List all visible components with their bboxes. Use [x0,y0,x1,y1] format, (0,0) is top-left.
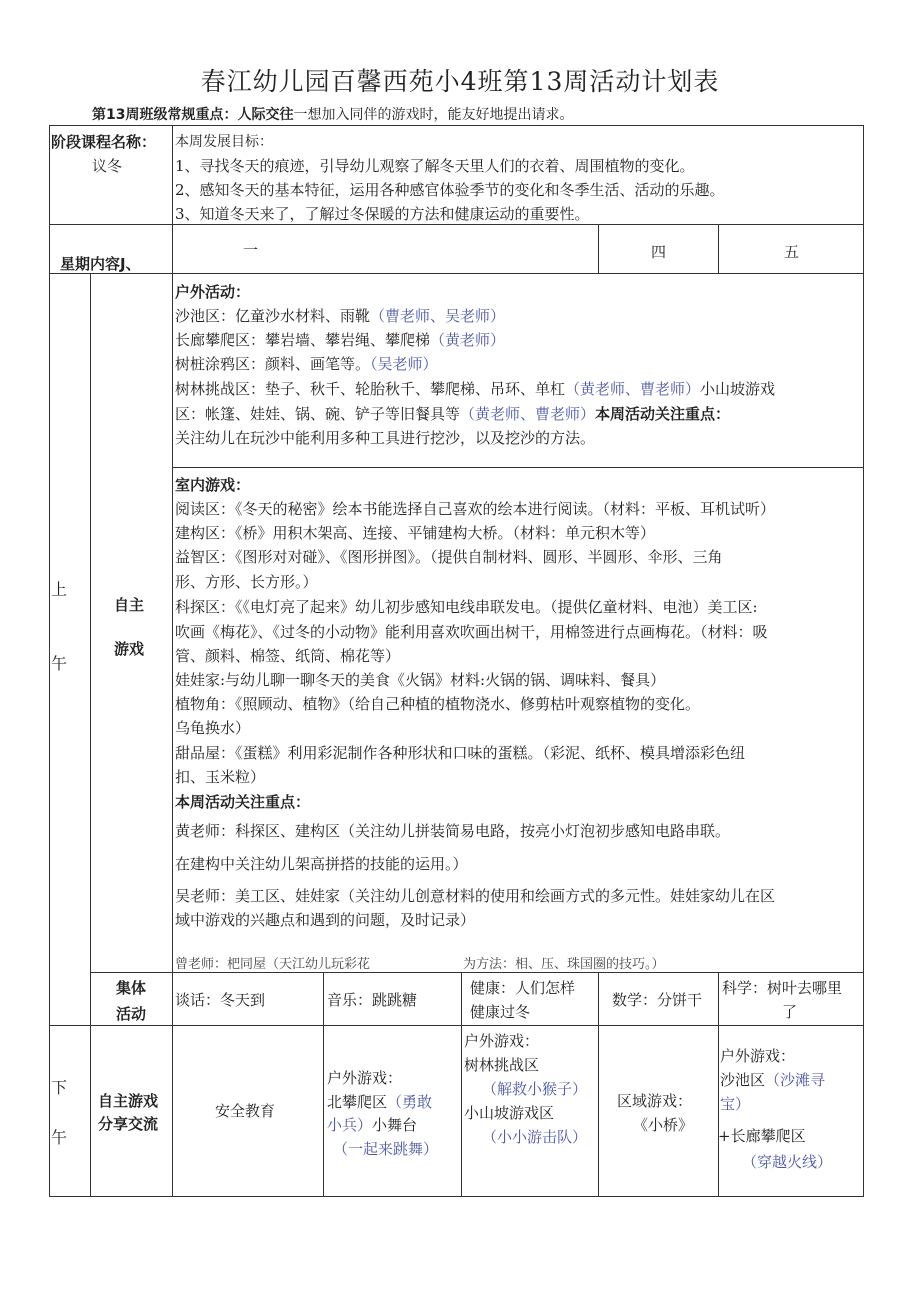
indoor-line: 娃娃家:与幼儿聊一聊冬天的美食《火锅》材料:火锅的锅、调味料、餐具） [175,671,666,689]
weekly-focus [92,104,573,124]
afternoon-thu-line: 区域游戏： [617,1092,693,1110]
afternoon-fri-line: （穿越火线） [742,1153,833,1171]
afternoon-sub-1: 自主游戏 [98,1092,159,1110]
indoor-line: 科探区：《《电灯亮了起来》幼儿初步感知电线串联发电。（提供亿童材料、电池）美工区: [175,598,758,616]
indoor-focus-huang-1: 黄老师：科探区、建构区（关注幼儿拼装简易电路，按亮小灯泡初步感知电路串联。 [175,822,731,840]
afternoon-label-top: 下 [51,1078,68,1097]
outdoor-focus-text: 关注幼儿在玩沙中能利用多种工具进行挖沙，以及挖沙的方法。 [175,429,596,447]
afternoon-fri-line: 沙池区（沙滩寻 [720,1071,826,1089]
indoor-line: 建构区：《桥》用积木架高、连接、平铺建构大桥。（材料：单元积木等） [175,524,656,542]
indoor-line: 植物角：《照顾动、植物》（给自己种植的植物浇水、修剪枯叶观察植物的变化。 [175,695,701,713]
group-mon: 谈话：冬天到 [175,991,266,1009]
teacher-tag: （曹老师、吴老师） [370,307,506,325]
goals-title: 本周发展目标： [175,134,273,150]
afternoon-tue-line: （一起来跳舞） [333,1140,439,1158]
group-fri-2: 了 [782,1003,798,1021]
outdoor-corridor: 长廊攀爬区：攀岩墙、攀岩绳、攀爬梯（黄老师） [175,331,506,349]
indoor-focus-zeng-a: 曾老师：杷同屋（天江幼儿玩彩花 [175,957,371,972]
indoor-line: 甜品屋：《蛋糕》利用彩泥制作各种形状和口味的蛋糕。（彩泥、纸杯、模具增添彩色纽 [175,744,746,762]
day-header-thu: 四 [651,243,667,261]
day-header-mon: 一 [243,241,259,259]
afternoon-wed-line: 树林挑战区 [464,1056,540,1074]
group-wed-2: 健康过冬 [470,1003,531,1021]
afternoon-sub-2: 分享交流 [98,1115,159,1133]
indoor-line: 形、方形、长方形。） [175,573,318,591]
group-label-2: 活动 [116,1005,147,1023]
outdoor-sand: 沙池区：亿童沙水材料、雨靴（曹老师、吴老师） [175,307,506,325]
outdoor-hill: 区：帐篷、娃娃、锅、碗、铲子等旧餐具等（黄老师、曹老师）本周活动关注重点： [175,405,731,423]
self-play-label-2: 游戏 [114,640,145,658]
group-tue: 音乐：跳跳糖 [327,991,418,1009]
indoor-line: 乌龟换水） [175,719,251,737]
afternoon-tue-line: 户外游戏： [327,1069,403,1087]
weekly-focus-label: 第13周班级常规重点： [92,107,238,123]
afternoon-fri-line: +长廊攀爬区 [718,1127,806,1145]
outdoor-forest: 树林挑战区：垫子、秋千、轮胎秋千、攀爬梯、吊环、单杠（黄老师、曹老师）小山坡游戏 [175,380,776,398]
group-fri-1: 科学：树叶去哪里 [722,979,843,997]
morning-label-top: 上 [51,580,68,599]
indoor-focus-label: 本周活动关注重点： [175,793,311,811]
goal-item: 2、感知冬天的基本特征，运用各种感官体验季节的变化和冬季生活、活动的乐趣。 [175,181,725,199]
afternoon-fri-line: 宝） [720,1095,751,1113]
page-title: 春江幼儿园百馨西苑小4班第13周活动计划表 [200,67,720,96]
goal-item: 3、知道冬天来了，了解过冬保暖的方法和健康运动的重要性。 [175,205,590,223]
indoor-line: 管、颜料、棉签、纸筒、棉花等） [175,647,401,665]
afternoon-label-bottom: 午 [51,1128,68,1147]
afternoon-wed-line: （解救小猴子） [482,1080,588,1098]
course-label: 阶段课程名称： [51,133,157,151]
course-name: 议冬 [92,157,123,175]
afternoon-tue-line: 小兵）小舞台 [327,1116,418,1134]
group-thu: 数学：分饼干 [612,991,703,1009]
afternoon-wed-line: （小小游击队） [482,1128,588,1146]
weekday-header-label: 星期内容J、 [60,255,141,273]
indoor-focus-zeng-b: 为方法：相、压、珠国圈的技巧。） [463,957,665,972]
afternoon-mon: 安全教育 [215,1102,276,1120]
morning-label-bottom: 午 [51,654,68,673]
teacher-tag: （黄老师、曹老师） [460,405,596,423]
weekly-focus-topic: 人际交往 [237,107,294,123]
afternoon-wed-line: 小山坡游戏区 [464,1104,555,1122]
teacher-tag: （黄老师） [430,331,506,349]
weekly-focus-text: 一想加入同伴的游戏时，能友好地提出请求。 [293,107,574,123]
goal-item: 1、寻找冬天的痕迹，引导幼儿观察了解冬天里人们的衣着、周围植物的变化。 [175,157,695,175]
outdoor-stump: 树桩涂鸦区：颜料、画笔等。（吴老师） [175,355,438,373]
indoor-focus-wu-2: 域中游戏的兴趣点和遇到的问题，及时记录） [175,911,476,929]
indoor-focus-wu-1: 吴老师：美工区、娃娃家（关注幼儿创意材料的使用和绘画方式的多元性。娃娃家幼儿在区 [175,887,776,905]
day-header-fri: 五 [784,243,800,261]
self-play-label-1: 自主 [114,596,145,614]
teacher-tag: （黄老师、曹老师） [565,380,701,398]
teacher-tag: （吴老师） [370,355,438,373]
indoor-title: 室内游戏： [175,476,251,494]
indoor-line: 益智区：《图形对对碰》、《图形拼图》。（提供自制材料、圆形、半圆形、伞形、三角 [175,548,723,566]
indoor-line: 阅读区：《冬天的秘密》绘本书能选择自己喜欢的绘本进行阅读。（材料：平板、耳机试听） [175,500,776,518]
group-label-1: 集体 [116,979,147,997]
group-wed-1: 健康：人们怎样 [470,979,576,997]
afternoon-thu-line: 《小桥》 [633,1116,694,1134]
afternoon-tue-line: 北攀爬区（勇敢 [327,1093,433,1111]
indoor-line: 扣、玉米粒） [175,768,266,786]
indoor-focus-huang-2: 在建构中关注幼儿架高拼搭的技能的运用。） [175,855,468,873]
afternoon-wed-line: 户外游戏： [464,1032,540,1050]
outdoor-title: 户外活动： [175,283,251,301]
afternoon-fri-line: 户外游戏： [720,1047,796,1065]
outdoor-focus-label: 本周活动关注重点： [595,405,731,423]
indoor-line: 吹画《梅花》、《过冬的小动物》能利用喜欢吹画出树干，用棉签进行点画梅花。（材料：吸 [175,623,768,641]
